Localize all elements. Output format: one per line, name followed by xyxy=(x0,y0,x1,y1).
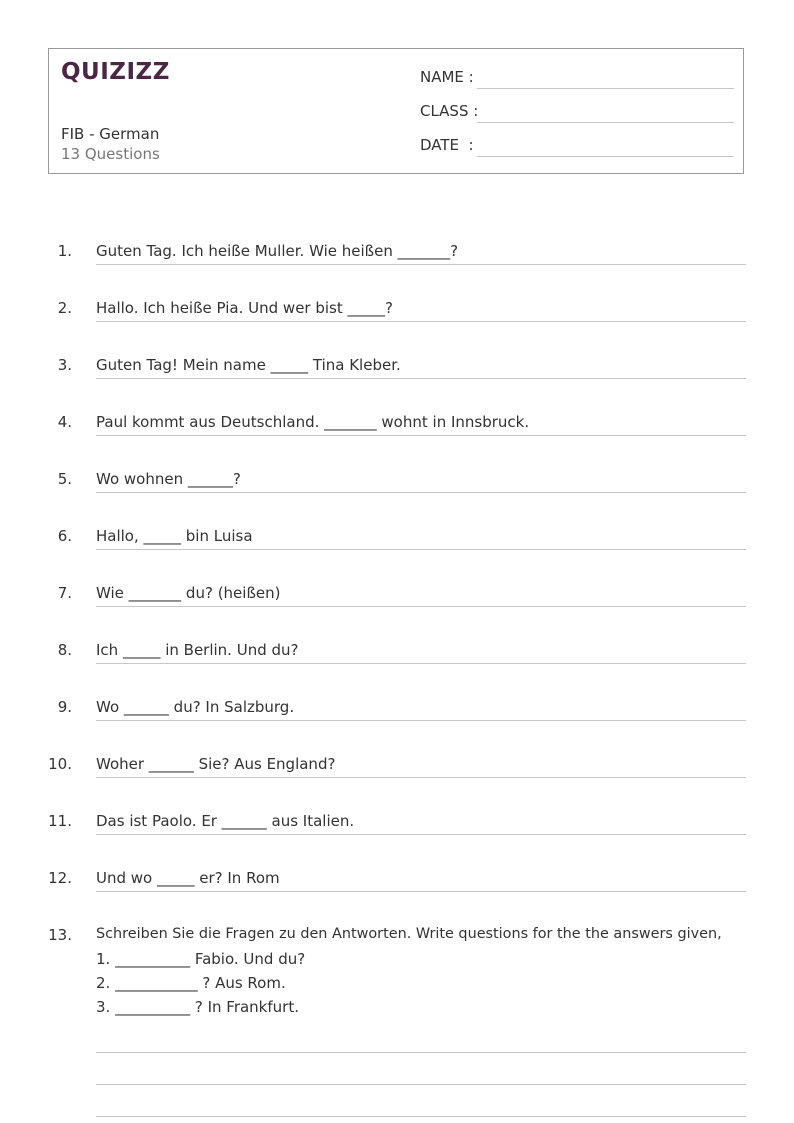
answer-line[interactable] xyxy=(96,435,746,436)
date-label: DATE : xyxy=(420,136,474,154)
date-line[interactable] xyxy=(477,156,734,157)
answer-line[interactable] xyxy=(96,492,746,493)
question-number: 6. xyxy=(57,527,72,545)
class-line[interactable] xyxy=(477,122,734,123)
question-number: 7. xyxy=(57,584,72,602)
answer-line[interactable] xyxy=(96,663,746,664)
question-text: Schreiben Sie die Fragen zu den Antworten. Write questions for the the answers given, xyxy=(96,926,722,942)
question-number: 2. xyxy=(57,299,72,317)
answer-line[interactable] xyxy=(96,777,746,778)
question-number: 9. xyxy=(57,698,72,716)
answer-line[interactable] xyxy=(96,720,746,721)
name-line[interactable] xyxy=(477,88,734,89)
worksheet-title: FIB - German xyxy=(61,125,160,143)
question-number: 11. xyxy=(48,812,72,830)
question-text: Hallo, _____ bin Luisa xyxy=(96,527,253,545)
question-text: Hallo. Ich heiße Pia. Und wer bist _____? xyxy=(96,299,393,317)
question-text: Woher ______ Sie? Aus England? xyxy=(96,755,336,773)
question-sub-line: 3. __________ ? In Frankfurt. xyxy=(96,998,299,1016)
question-text: Wie _______ du? (heißen) xyxy=(96,584,281,602)
question-number: 8. xyxy=(57,641,72,659)
question-number: 10. xyxy=(48,755,72,773)
class-label: CLASS : xyxy=(420,102,479,120)
question-sub-line: 1. __________ Fabio. Und du? xyxy=(96,950,306,968)
question-count: 13 Questions xyxy=(61,145,160,163)
question-text: Guten Tag! Mein name _____ Tina Kleber. xyxy=(96,356,401,374)
question-text: Ich _____ in Berlin. Und du? xyxy=(96,641,299,659)
answer-line[interactable] xyxy=(96,378,746,379)
answer-line[interactable] xyxy=(96,891,746,892)
answer-line[interactable] xyxy=(96,549,746,550)
question-text: Guten Tag. Ich heiße Muller. Wie heißen _______? xyxy=(96,242,459,260)
answer-line[interactable] xyxy=(96,1052,746,1053)
name-label: NAME : xyxy=(420,68,474,86)
question-number: 3. xyxy=(57,356,72,374)
class-field[interactable] xyxy=(420,102,734,124)
question-text: Und wo _____ er? In Rom xyxy=(96,869,280,887)
worksheet-header xyxy=(48,48,744,174)
quizizz-logo: QUIZIZZ xyxy=(61,59,170,85)
answer-line[interactable] xyxy=(96,1084,746,1085)
answer-line[interactable] xyxy=(96,1116,746,1117)
answer-line[interactable] xyxy=(96,834,746,835)
question-number: 1. xyxy=(57,242,72,260)
answer-line[interactable] xyxy=(96,606,746,607)
question-text: Wo ______ du? In Salzburg. xyxy=(96,698,295,716)
question-number: 12. xyxy=(48,869,72,887)
question-number: 13. xyxy=(48,926,72,944)
question-text: Wo wohnen ______? xyxy=(96,470,241,488)
question-sub-line: 2. ___________ ? Aus Rom. xyxy=(96,974,286,992)
question-number: 5. xyxy=(57,470,72,488)
question-text: Paul kommt aus Deutschland. _______ wohnt in Innsbruck. xyxy=(96,413,530,431)
question-number: 4. xyxy=(57,413,72,431)
answer-line[interactable] xyxy=(96,264,746,265)
answer-line[interactable] xyxy=(96,321,746,322)
question-text: Das ist Paolo. Er ______ aus Italien. xyxy=(96,812,355,830)
name-field[interactable] xyxy=(420,68,734,90)
date-field[interactable] xyxy=(420,136,734,158)
